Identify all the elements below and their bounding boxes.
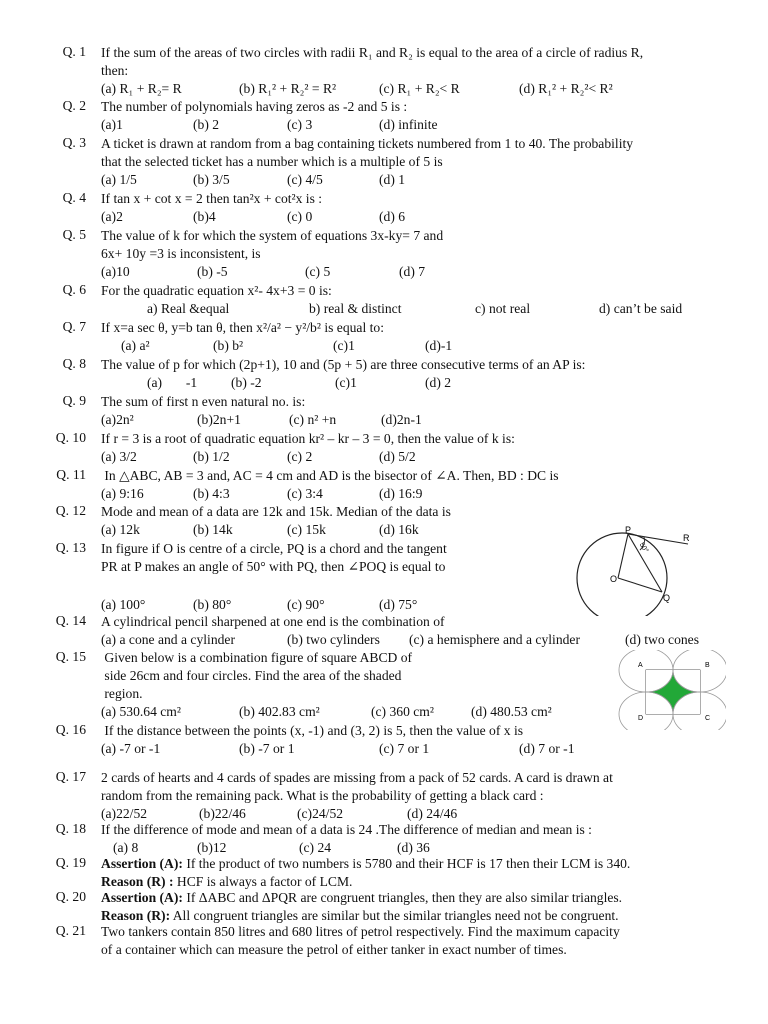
option-c: (c) n² +n (289, 412, 337, 427)
option-b: (b) -7 or 1 (239, 741, 295, 756)
option-a: (a) 3/2 (101, 449, 137, 464)
question-number: Q. 17 (55, 769, 86, 784)
option-d: (d) 24/46 (407, 806, 458, 821)
square-circles-figure (616, 650, 726, 730)
option-b: (b) 402.83 cm² (239, 704, 320, 719)
label-d: D (638, 715, 644, 722)
question-number: Q. 6 (62, 282, 86, 297)
option-c: (c) a hemisphere and a cylinder (409, 632, 580, 647)
question-text: 6x+ 10y =3 is inconsistent, is (101, 246, 261, 261)
option-d: (d) two cones (625, 632, 699, 647)
question-text: If x=a sec θ, y=b tan θ, then x²/a² − y²/b² is equal to: (101, 320, 384, 335)
question-text: If the difference of mode and mean of a data is 24 .The difference of median and mean is : (101, 822, 592, 837)
option-d: (d) 2 (425, 375, 452, 390)
label-q: Q (663, 593, 671, 603)
label-r: R (683, 533, 690, 543)
option-a: (a) 1/5 (101, 172, 137, 187)
assertion-line (101, 889, 746, 907)
label-p: P (625, 525, 632, 535)
assertion-text: If ΔABC and ΔPQR are congruent triangles, then they are also similar triangles. (182, 890, 623, 905)
option-d: (d)2n-1 (381, 412, 422, 427)
question-text: If tan x + cot x = 2 then tan²x + cot²x is : (101, 191, 323, 206)
option-d: (d) 7 or -1 (519, 741, 575, 756)
options-row (101, 411, 746, 429)
question-number: Q. 7 (62, 319, 86, 334)
option-d: (d) 75° (379, 597, 418, 612)
question-number: Q. 5 (62, 227, 86, 242)
assertion-label: Assertion (A): (101, 856, 183, 871)
label-o: O (610, 574, 618, 584)
option-b: (b) R₁² + R₂² = R² (239, 81, 337, 96)
question-number: Q. 16 (55, 722, 86, 737)
assertion-text: If the product of two numbers is 5780 and their HCF is 17 then their LCM is 340. (182, 856, 631, 871)
option-c: (c) 2 (287, 449, 313, 464)
question-number: Q. 11 (56, 467, 86, 482)
question-text: Mode and mean of a data are 12k and 15k. Median of the data is (101, 504, 451, 519)
options-row (101, 337, 746, 355)
options-row (101, 631, 746, 649)
option-b: (b) 4:3 (193, 486, 230, 501)
question-text: For the quadratic equation x²- 4x+3 = 0 is: (101, 283, 332, 298)
option-b: (b) 14k (193, 522, 233, 537)
options-row (101, 116, 746, 134)
option-d: (d) 1 (379, 172, 406, 187)
option-a: (a) -1 (147, 375, 198, 390)
reason-text: HCF is always a factor of LCM. (173, 874, 353, 889)
question-text: If the distance between the points (x, -1) and (3, 2) is 5, then the value of x is (101, 723, 524, 738)
option-b: (b) 1/2 (193, 449, 230, 464)
question-number: Q. 1 (62, 44, 86, 59)
question-number: Q. 20 (55, 889, 86, 904)
option-a: (a) 530.64 cm² (101, 704, 181, 719)
option-c: c) not real (475, 301, 531, 316)
option-d: (d) 16:9 (379, 486, 423, 501)
question-text: of a container which can measure the petrol of either tanker in exact number of times. (101, 942, 567, 957)
option-c: (c)1 (335, 375, 357, 390)
option-c: (c)24/52 (297, 806, 344, 821)
label-angle: 50° (637, 541, 650, 555)
option-a: a) Real &equal (147, 301, 230, 316)
option-d: (d) 5/2 (379, 449, 416, 464)
option-c: (c) 4/5 (287, 172, 323, 187)
option-b: (b)2n+1 (197, 412, 241, 427)
option-d: d) can’t be said (599, 301, 683, 316)
question-number: Q. 3 (62, 135, 86, 150)
reason-label: Reason (R) : (101, 874, 174, 889)
option-a: (a) 12k (101, 522, 140, 537)
option-b: b) real & distinct (309, 301, 402, 316)
option-b: (b) -5 (197, 264, 228, 279)
option-d: (d) R₁² + R₂²< R² (519, 81, 613, 96)
option-b: (b) 3/5 (193, 172, 230, 187)
circle (577, 533, 667, 616)
question-text: random from the remaining pack. What is the probability of getting a black card : (101, 788, 544, 803)
options-row (101, 448, 746, 466)
option-a: (a)22/52 (101, 806, 148, 821)
option-c: (c) 0 (287, 209, 313, 224)
option-b: (b)12 (197, 840, 227, 855)
circle-tangent-figure (570, 524, 710, 616)
options-row (101, 171, 746, 189)
question-text: PR at P makes an angle of 50° with PQ, then ∠POQ is equal to (101, 559, 446, 574)
option-c: (c) 24 (299, 840, 332, 855)
question-number: Q. 18 (55, 821, 86, 836)
option-b: (b) b² (213, 338, 244, 353)
option-b: (b)22/46 (199, 806, 246, 821)
question-text: A cylindrical pencil sharpened at one end is the combination of (101, 614, 445, 629)
question-text: Two tankers contain 850 litres and 680 litres of petrol respectively. Find the maximum capacity (101, 924, 620, 939)
option-a: (a) 8 (113, 840, 139, 855)
question-number: Q. 9 (62, 393, 86, 408)
options-row (101, 300, 746, 318)
options-row (101, 485, 746, 503)
label-a: A (638, 662, 643, 669)
option-a: (a) a² (121, 338, 150, 353)
option-c: (c) 15k (287, 522, 326, 537)
option-a: (a) a cone and a cylinder (101, 632, 235, 647)
option-c: (c) 3 (287, 117, 313, 132)
option-c: (c) 7 or 1 (379, 741, 430, 756)
label-b: B (705, 662, 710, 669)
option-d: (d) 16k (379, 522, 419, 537)
question-text: then: (101, 63, 129, 78)
question-text: The number of polynomials having zeros as -2 and 5 is : (101, 99, 408, 114)
question-text: The value of p for which (2p+1), 10 and (5p + 5) are three consecutive terms of an AP is: (101, 357, 586, 372)
tangent-pr (628, 534, 688, 544)
assertion-line (101, 855, 746, 873)
question-text: If the sum of the areas of two circles with radii R₁ and R₂ is equal to the area of a circle of radius R, (101, 45, 644, 60)
question-number: Q. 13 (55, 540, 86, 555)
option-b: (b) 80° (193, 597, 232, 612)
question-number: Q. 14 (55, 613, 86, 628)
option-b: (b) two cylinders (287, 632, 380, 647)
question-text: The value of k for which the system of equations 3x-ky= 7 and (101, 228, 444, 243)
question-text: A ticket is drawn at random from a bag containing tickets numbered from 1 to 40. The probability (101, 136, 634, 151)
question-text: 2 cards of hearts and 4 cards of spades are missing from a pack of 52 cards. A card is drawn at (101, 770, 613, 785)
question-number: Q. 4 (62, 190, 86, 205)
option-a: (a) -7 or -1 (101, 741, 161, 756)
reason-text: All congruent triangles are similar but the similar triangles need not be congruent. (170, 908, 619, 923)
question-text: side 26cm and four circles. Find the area of the shaded (101, 668, 402, 683)
label-c: C (705, 715, 711, 722)
question-text: that the selected ticket has a number which is a multiple of 5 is (101, 154, 443, 169)
option-c: (c)1 (333, 338, 355, 353)
option-d: (d) infinite (379, 117, 438, 132)
question-text: If r = 3 is a root of quadratic equation kr² – kr – 3 = 0, then the value of k is: (101, 431, 515, 446)
option-d: (d) 480.53 cm² (471, 704, 552, 719)
question-text: The sum of first n even natural no. is: (101, 394, 306, 409)
option-c: (c) 90° (287, 597, 325, 612)
question-number: Q. 10 (55, 430, 86, 445)
options-row (101, 374, 746, 392)
option-d: (d)-1 (425, 338, 453, 353)
option-b: (b)4 (193, 209, 216, 224)
option-d: (d) 36 (397, 840, 430, 855)
option-a: (a) 9:16 (101, 486, 144, 501)
option-a: (a) R₁ + R₂= R (101, 81, 182, 96)
options-row (101, 208, 746, 226)
option-a: (a)10 (101, 264, 130, 279)
option-a: (a) 100° (101, 597, 146, 612)
radius-op (618, 534, 628, 578)
options-row (101, 740, 746, 758)
option-c: (c) R₁ + R₂< R (379, 81, 460, 96)
question-number: Q. 15 (55, 649, 86, 664)
question-number: Q. 21 (55, 923, 86, 938)
question-text: In △ABC, AB = 3 and, AC = 4 cm and AD is the bisector of ∠A. Then, BD : DC is (101, 468, 559, 483)
question-text: region. (101, 686, 143, 701)
option-c: (c) 360 cm² (371, 704, 434, 719)
option-c: (c) 5 (305, 264, 331, 279)
option-d: (d) 7 (399, 264, 426, 279)
options-row (101, 80, 746, 98)
option-a: (a)2n² (101, 412, 134, 427)
question-text: Given below is a combination figure of square ABCD of (101, 650, 413, 665)
option-d: (d) 6 (379, 209, 406, 224)
option-b: (b) -2 (231, 375, 262, 390)
question-text: In figure if O is centre of a circle, PQ is a chord and the tangent (101, 541, 447, 556)
option-a: (a)1 (101, 117, 123, 132)
options-row (101, 263, 746, 281)
option-c: (c) 3:4 (287, 486, 323, 501)
question-number: Q. 8 (62, 356, 86, 371)
assertion-label: Assertion (A): (101, 890, 183, 905)
option-b: (b) 2 (193, 117, 220, 132)
question-number: Q. 2 (62, 98, 86, 113)
question-number: Q. 12 (55, 503, 86, 518)
question-number: Q. 19 (55, 855, 86, 870)
reason-label: Reason (R): (101, 908, 171, 923)
option-a: (a)2 (101, 209, 123, 224)
